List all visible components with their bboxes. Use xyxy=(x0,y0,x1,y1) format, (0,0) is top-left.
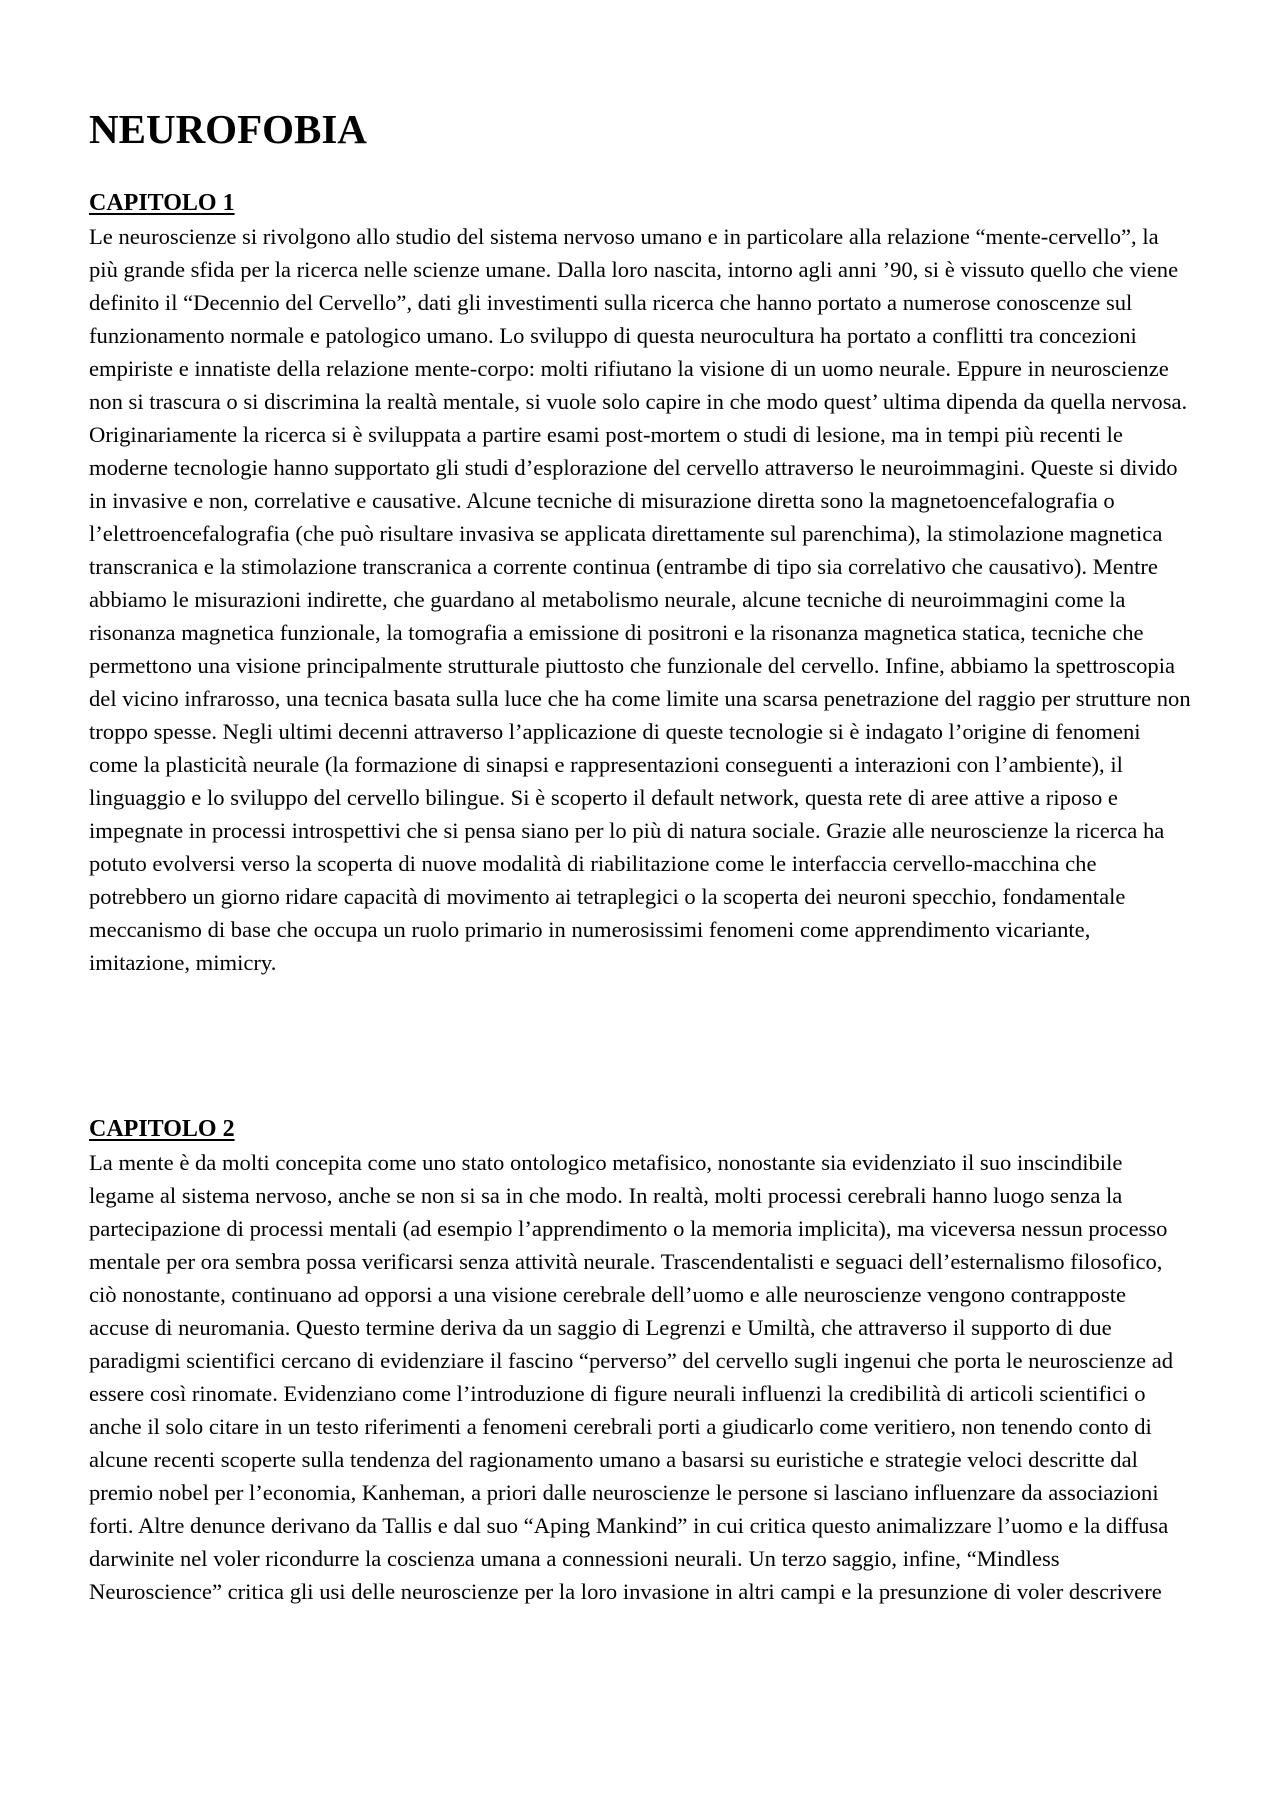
document-title: NEUROFOBIA xyxy=(89,106,367,152)
chapter-1-paragraph: Le neuroscienze si rivolgono allo studio del sistema nervoso umano e in particolare alla relazione “mente-cervello”, la più grande sfida per la ricerca nelle scienze umane. Dalla loro nascita, intorno agli anni ’90, si è vissuto quello che viene definito il “Decennio del Cervello”, dati gli investimenti sulla ricerca che hanno portato a numerose conoscenze sul funzionamento normale e patologico umano. Lo sviluppo di questa neurocultura ha portato a conflitti tra concezioni empiriste e innatiste della relazione mente-corpo: molti rifiutano la visione di un uomo neurale. Eppure in neuroscienze non si trascura o si discrimina la realtà mentale, si vuole solo capire in che modo quest’ ultima dipenda da quella nervosa. Originariamente la ricerca si è sviluppata a partire esami post-mortem o studi di lesione, ma in tempi più recenti le moderne tecnologie hanno supportato gli studi d’esplorazione del cervello attraverso le neuroimmagini. Queste si divido in invasive e non, correlative e causative. Alcune tecniche di misurazione diretta sono la magnetoencefalografia o l’elettroencefalografia (che può risultare invasiva se applicata direttamente sul parenchima), la stimolazione magnetica transcranica e la stimolazione transcranica a corrente continua (entrambe di tipo sia correlativo che causativo). Mentre abbiamo le misurazioni indirette, che guardano al metabolismo neurale, alcune tecniche di neuroimmagini come la risonanza magnetica funzionale, la tomografia a emissione di positroni e la risonanza magnetica statica, tecniche che permettono una visione principalmente strutturale piuttosto che funzionale del cervello. Infine, abbiamo la spettroscopia del vicino infrarosso, una tecnica basata sulla luce che ha come limite una scarsa penetrazione del raggio per strutture non troppo spesse. Negli ultimi decenni attraverso l’applicazione di queste tecnologie si è indagato l’origine di fenomeni come la plasticità neurale (la formazione di sinapsi e rappresentazioni conseguenti a interazioni con l’ambiente), il linguaggio e lo sviluppo del cervello bilingue. Si è scoperto il default network, questa rete di aree attive a riposo e impegnate in processi introspettivi che si pensa siano per lo più di natura sociale. Grazie alle neuroscienze la ricerca ha potuto evolversi verso la scoperta di nuove modalità di riabilitazione come le interfaccia cervello-macchina che potrebbero un giorno ridare capacità di movimento ai tetraplegici o la scoperta dei neuroni specchio, fondamentale meccanismo di base che occupa un ruolo primario in numerosissimi fenomeni come apprendimento vicariante, imitazione, mimicry. xyxy=(89,224,1191,975)
chapter-1 xyxy=(89,187,1191,979)
chapter-2-heading: CAPITOLO 2 xyxy=(89,1116,235,1142)
chapter-2 xyxy=(89,1113,1191,1608)
chapter-1-heading: CAPITOLO 1 xyxy=(89,190,235,216)
chapter-2-paragraph: La mente è da molti concepita come uno stato ontologico metafisico, nonostante sia evidenziato il suo inscindibile legame al sistema nervoso, anche se non si sa in che modo. In realtà, molti processi cerebrali hanno luogo senza la partecipazione di processi mentali (ad esempio l’apprendimento o la memoria implicita), ma viceversa nessun processo mentale per ora sembra possa verificarsi senza attività neurale. Trascendentalisti e seguaci dell’esternalismo filosofico, ciò nonostante, continuano ad opporsi a una visione cerebrale dell’uomo e alle neuroscienze vengono contrapposte accuse di neuromania. Questo termine deriva da un saggio di Legrenzi e Umiltà, che attraverso il supporto di due paradigmi scientifici cercano di evidenziare il fascino “perverso” del cervello sugli ingenui che porta le neuroscienze ad essere così rinomate. Evidenziano come l’introduzione di figure neurali influenzi la credibilità di articoli scientifici o anche il solo citare in un testo riferimenti a fenomeni cerebrali porti a giudicarlo come veritiero, non tenendo conto di alcune recenti scoperte sulla tendenza del ragionamento umano a basarsi su euristiche e strategie veloci descritte dal premio nobel per l’economia, Kanheman, a priori dalle neuroscienze le persone si lasciano influenzare da associazioni forti. Altre denunce derivano da Tallis e dal suo “Aping Mankind” in cui critica questo animalizzare l’uomo e la diffusa darwinite nel voler ricondurre la coscienza umana a connessioni neurali. Un terzo saggio, infine, “Mindless Neuroscience” critica gli usi delle neuroscienze per la loro invasione in altri campi e la presunzione di voler descrivere xyxy=(89,1150,1174,1604)
